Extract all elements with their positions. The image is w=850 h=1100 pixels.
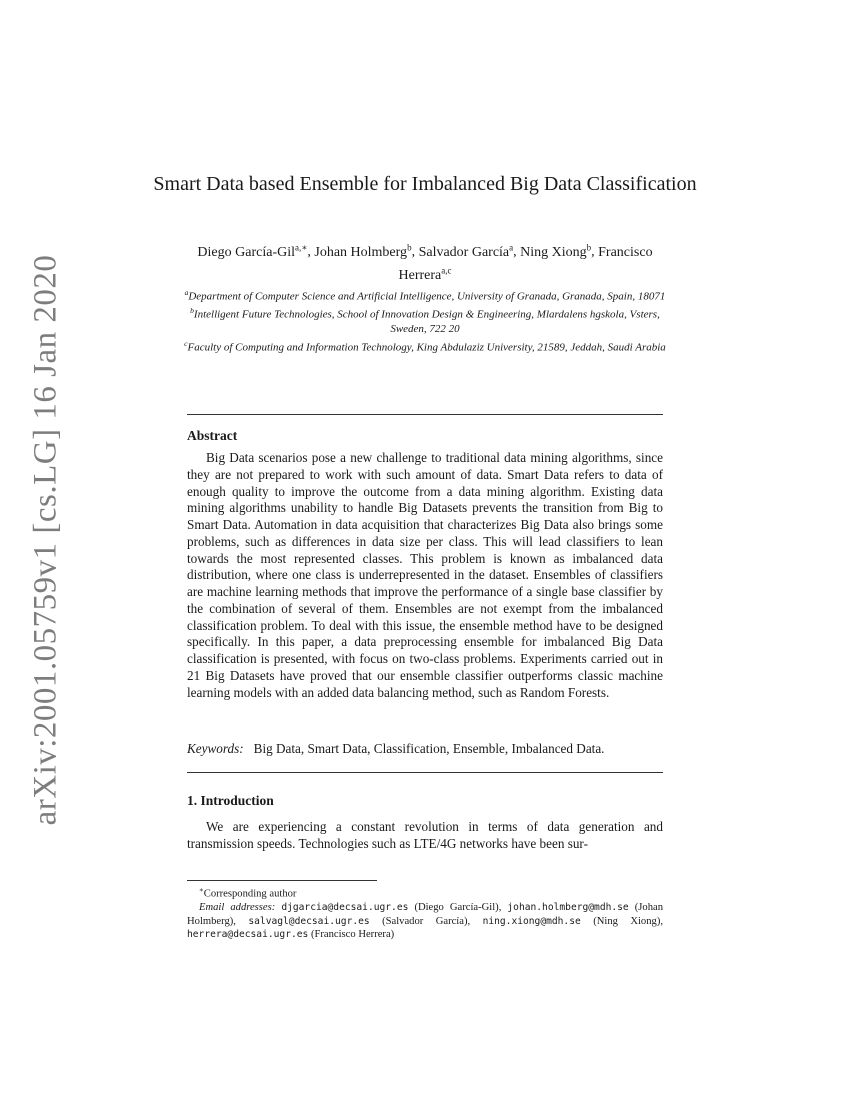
email-addresses: Email addresses: djgarcia@decsai.ugr.es (Diego García-Gil), johan.holmberg@mdh.se (Johan Holmberg), salvagl@decsai.ugr.es (Salvador García), ning.xiong@mdh.se (Ning Xiong), herrera@decsai.ugr.es (Francisco Herrera) (187, 902, 664, 941)
author[interactable]: Francisco Herrera$^{a,c}$ (398, 244, 653, 284)
affiliation: $^a$Department of Computer Science and Artificial Intelligence, University of Granada, Granada, Spain, 18071 (184, 288, 666, 303)
email-link[interactable]: salvagl@decsai.ugr.es (248, 915, 370, 927)
affiliation-list (180, 286, 670, 355)
email-link[interactable]: herrera@decsai.ugr.es (187, 929, 309, 941)
section-heading-introduction: 1. Introduction (187, 793, 274, 808)
affiliation: $^c$Faculty of Computing and Information Technology, King Abdulaziz University, 21589, Jeddah, Saudi Arabia (184, 338, 666, 354)
abstract-bottom-rule (187, 772, 663, 773)
email-link[interactable]: ning.xiong@mdh.se (482, 915, 581, 927)
email-link[interactable]: djgarcia@decsai.ugr.es (281, 902, 409, 914)
author[interactable]: Ning Xiong$^b$ (520, 242, 592, 260)
abstract-heading: Abstract (187, 428, 238, 443)
introduction-body: We are experiencing a constant revolution in terms of data generation and transmission speeds. Technologies such as LTE/4G networks have been sur- (187, 819, 663, 851)
arxiv-identifier-stamp: arXiv:2001.05759v1 [cs.LG] 16 Jan 2020 (27, 254, 64, 826)
author[interactable]: Diego García-Gil$^{a,∗}$ (197, 242, 308, 260)
footnotes (187, 884, 663, 942)
author-list: Diego García-Gil$^{a,∗}$, Johan Holmberg$^b$, Salvador García$^a$, Ning Xiong$^b$, Francisco Herrera$^{a,c}$ (197, 242, 653, 284)
keywords-list: Big Data, Smart Data, Classification, Ensemble, Imbalanced Data. (253, 741, 605, 756)
keywords (187, 740, 663, 757)
email-link[interactable]: johan.holmberg@mdh.se (507, 902, 629, 914)
keywords-label: Keywords: (187, 741, 244, 756)
author[interactable]: Salvador García$^a$ (418, 242, 514, 260)
abstract-body: Big Data scenarios pose a new challenge to traditional data mining algorithms, since they are not prepared to work with such amount of data. Smart Data refers to data of enough quality to improve the outcome from a data mining algorithm. Existing data mining algorithms unability to handle Big Datasets prevents the transition from Big to Smart Data. Automation in data acquisition that characterizes Big Data also brings some problems, such as differences in data size per class. This will lead classifiers to lean towards the most represented classes. This problem is known as imbalanced data distribution, where one class is underrepresented in the dataset. Ensembles of classifiers are machine learning methods that improve the performance of a single base classifier by the combination of several of them. Ensembles are not exempt from the imbalanced classification problem. To deal with this issue, the ensemble method have to be designed specifically. In this paper, a data preprocessing ensemble for imbalanced Big Data classification is presented, with focus on two-class problems. Experiments carried out in 21 Big Datasets have proved that our ensemble classifier outperforms classic machine learning models with an added data balancing method, such as Random Forests. (187, 450, 663, 700)
author[interactable]: Johan Holmberg$^b$ (314, 242, 412, 260)
affiliation: $^b$Intelligent Future Technologies, School of Innovation Design & Engineering, Mlardalens hgskola, Vsters, Sweden, 722 20 (190, 306, 660, 336)
corresponding-author-note: ∗Corresponding author (199, 886, 297, 900)
footnote-rule (187, 880, 377, 881)
paper-title: Smart Data based Ensemble for Imbalanced Big Data Classification (153, 173, 697, 195)
abstract-top-rule (187, 414, 663, 415)
